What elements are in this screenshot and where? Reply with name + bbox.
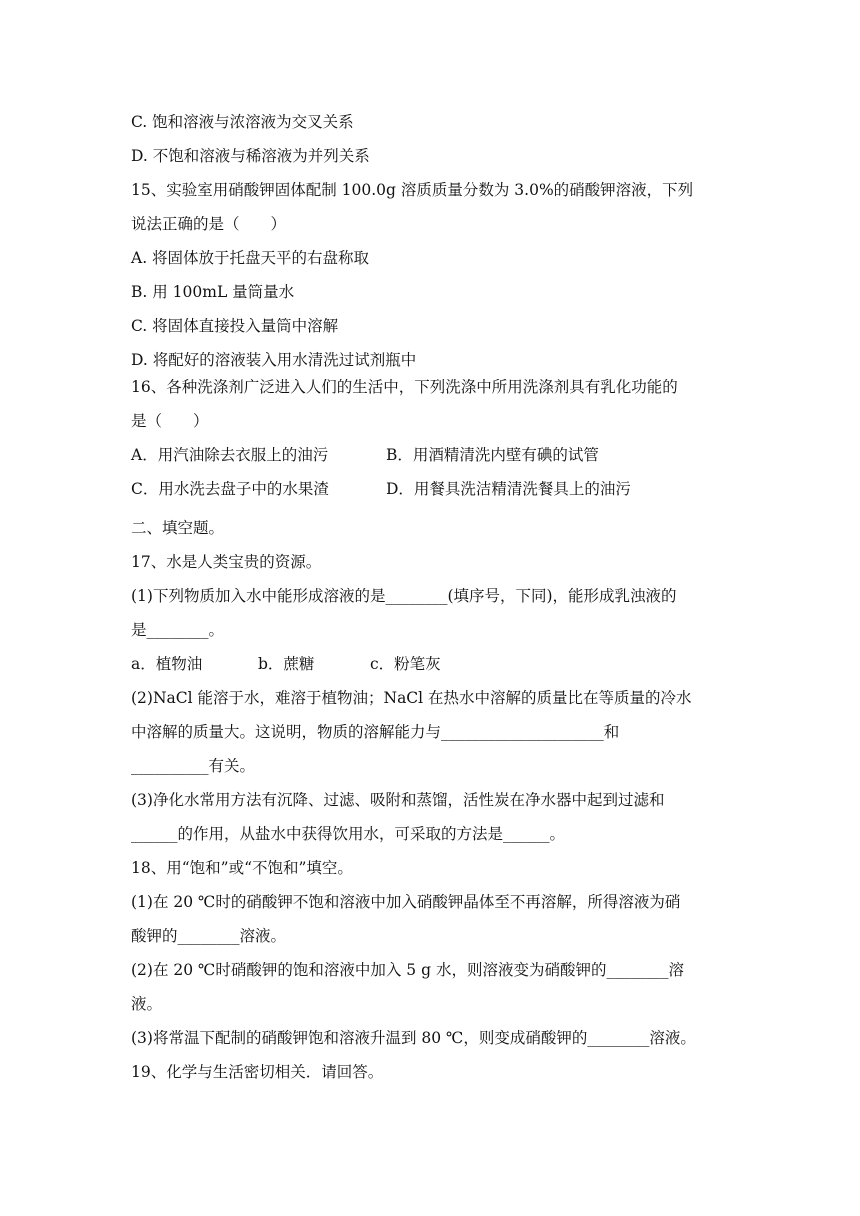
q16-option-a: A．用汽油除去衣服上的油污 (131, 446, 329, 464)
q17-stem: 17、水是人类宝贵的资源。 (131, 553, 322, 571)
q15-option-a: A. 将固体放于托盘天平的右盘称取 (131, 249, 370, 267)
q16-option-d: D．用餐具洗洁精清洗餐具上的油污 (386, 480, 631, 498)
q18-part1-line-2: 酸钾的________溶液。 (131, 927, 287, 945)
q17-part2-line-2: 中溶解的质量大。这说明，物质的溶解能力与_____________________和 (131, 723, 620, 741)
q15-option-c: C. 将固体直接投入量筒中溶解 (131, 317, 339, 335)
q15-stem-line-2: 说法正确的是（ ） (131, 215, 287, 233)
q16-option-c: C．用水洗去盘子中的水果渣 (131, 480, 329, 498)
q17-choice-c: c．粉笔灰 (370, 655, 441, 673)
q16-stem-line-2: 是（ ） (131, 412, 209, 430)
q18-stem: 18、用“饱和”或“不饱和”填空。 (131, 859, 353, 877)
q18-part2-line-1: (2)在 20 ℃时硝酸钾的饱和溶液中加入 5 g 水，则溶液变为硝酸钾的________溶 (131, 961, 684, 979)
q16-option-b: B．用酒精清洗内壁有碘的试管 (386, 446, 599, 464)
q14-option-d: D. 不饱和溶液与稀溶液为并列关系 (131, 147, 370, 165)
q17-choice-b: b．蔗糖 (258, 655, 315, 673)
q17-part1-line-2: 是________。 (131, 621, 225, 639)
section-heading: 二、填空题。 (131, 519, 225, 537)
q18-part2-line-2: 液。 (131, 995, 163, 1013)
q18-part1-line-1: (1)在 20 ℃时的硝酸钾不饱和溶液中加入硝酸钾晶体至不再溶解，所得溶液为硝 (131, 893, 681, 911)
q16-stem-line-1: 16、各种洗涤剂广泛进入人们的生活中，下列洗涤中所用洗涤剂具有乳化功能的 (131, 378, 678, 396)
q17-part2-line-1: (2)NaCl 能溶于水，难溶于植物油；NaCl 在热水中溶解的质量比在等质量的冷水 (131, 689, 692, 707)
q14-option-c: C. 饱和溶液与浓溶液为交叉关系 (131, 113, 354, 131)
q17-choice-a: a．植物油 (131, 655, 203, 673)
q15-option-b: B. 用 100mL 量筒量水 (131, 283, 295, 301)
q15-option-d: D. 将配好的溶液装入用水清洗过试剂瓶中 (131, 351, 417, 369)
q17-part1-line-1: (1)下列物质加入水中能形成溶液的是________(填序号，下同)，能形成乳浊液的 (131, 587, 677, 605)
q17-part3-line-2: ______的作用，从盐水中获得饮用水，可采取的方法是______。 (131, 825, 566, 843)
q17-part3-line-1: (3)净化水常用方法有沉降、过滤、吸附和蒸馏，活性炭在净水器中起到过滤和 (131, 791, 665, 809)
q17-part2-line-3: __________有关。 (131, 757, 256, 775)
q18-part3: (3)将常温下配制的硝酸钾饱和溶液升温到 80 ℃，则变成硝酸钾的________溶液。 (131, 1029, 696, 1047)
q15-stem-line-1: 15、实验室用硝酸钾固体配制 100.0g 溶质质量分数为 3.0%的硝酸钾溶液，下列 (131, 181, 694, 199)
q19-stem: 19、化学与生活密切相关．请回答。 (131, 1063, 384, 1081)
